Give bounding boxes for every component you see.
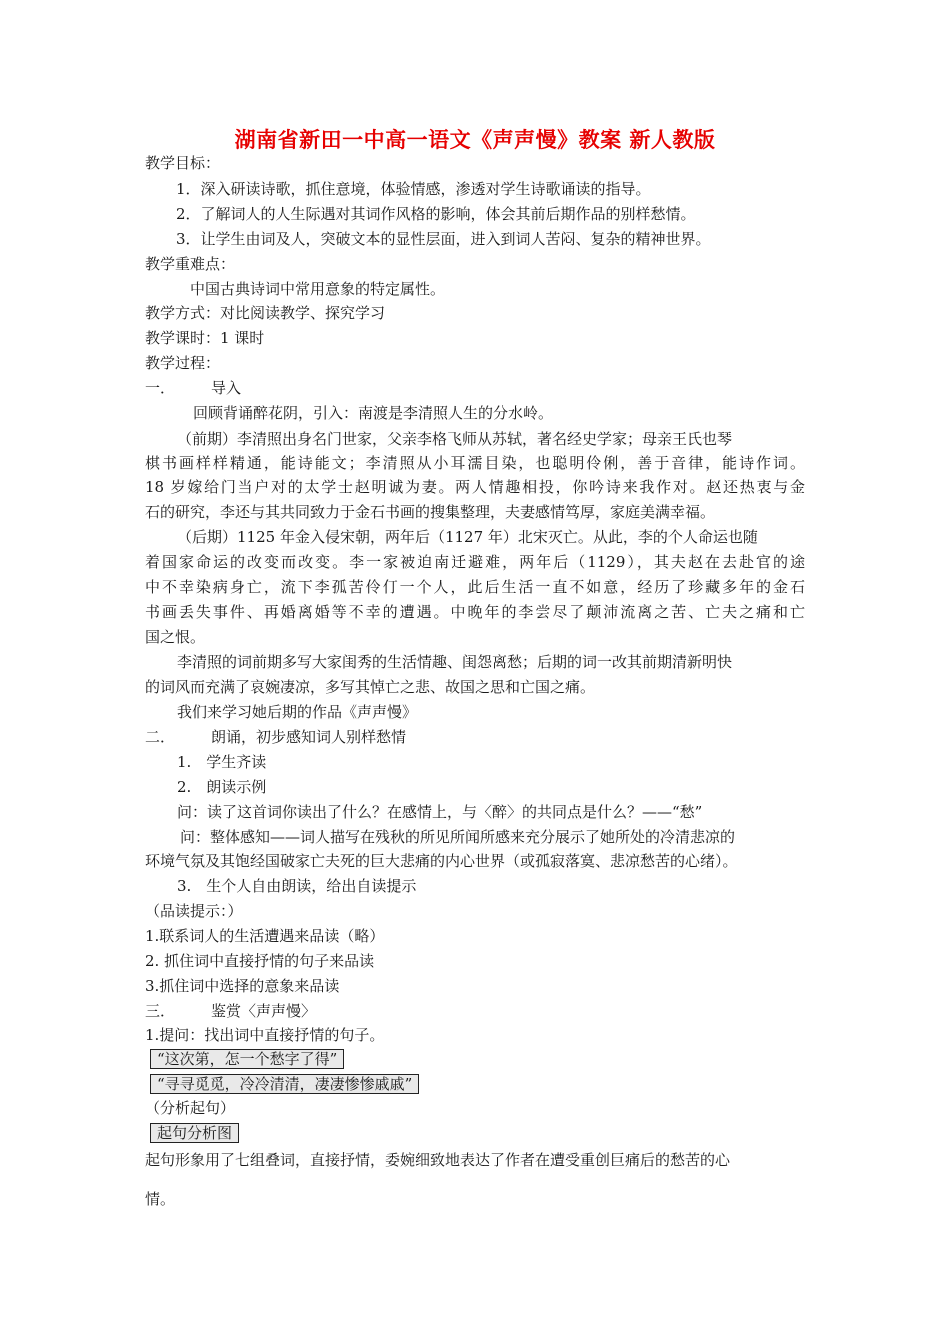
goals-label: 教学目标： <box>145 154 221 172</box>
section-2-item-3: 3. 生个人自由朗读，给出自读提示 <box>177 877 417 895</box>
section-1-title: 导入 <box>211 379 242 397</box>
teaching-method: 教学方式：对比阅读教学、探究学习 <box>145 304 386 322</box>
tip-3: 3.抓住词中选择的意象来品读 <box>145 977 340 995</box>
question-2-line-2: 环境气氛及其饱经国破家亡夫死的巨大悲痛的内心世界（或孤寂落寞、悲凉愁苦的心绪）。 <box>145 852 738 870</box>
quote-1: “这次第，怎一个愁字了得” <box>150 1049 344 1069</box>
teaching-hours: 教学课时：1 课时 <box>145 329 265 347</box>
difficulty-text: 中国古典诗词中常用意象的特定属性。 <box>190 280 446 298</box>
tip-2: 2. 抓住词中直接抒情的句子来品读 <box>145 952 375 970</box>
early-line-4: 石的研究，李还与其共同致力于金石书画的搜集整理，夫妻感情笃厚，家庭美满幸福。 <box>145 503 716 521</box>
section-3-heading <box>145 1001 316 1021</box>
goal-1: 1．深入研读诗歌，抓住意境，体验情感，渗透对学生诗歌诵读的指导。 <box>176 180 651 198</box>
diagram-box <box>150 1123 239 1143</box>
diagram-label: 起句分析图 <box>150 1123 239 1143</box>
style-line-2: 的词风而充满了哀婉凄凉，多写其悼亡之悲、故国之思和亡国之痛。 <box>145 678 596 696</box>
style-line-1: 李清照的词前期多写大家闺秀的生活情趣、闺怨离愁；后期的词一改其前期清新明快 <box>177 653 733 671</box>
late-line-3: 中不幸染病身亡，流下李孤苦伶仃一个人，此后生活一直不如意，经历了珍藏多年的金石 <box>145 578 805 596</box>
question-1: 问：读了这首词你读出了什么？在感情上，与〈醉〉的共同点是什么？——“愁” <box>177 803 703 821</box>
early-line-1: （前期）李清照出身名门世家，父亲李格飞师从苏轼，著名经史学家；母亲王氏也琴 <box>177 430 733 448</box>
goal-3: 3．让学生由词及人，突破文本的显性层面，进入到词人苦闷、复杂的精神世界。 <box>176 230 711 248</box>
early-line-2: 棋书画样样精通，能诗能文；李清照从小耳濡目染，也聪明伶俐，善于音律，能诗作词。 <box>145 454 805 472</box>
late-line-2: 着国家命运的改变而改变。李一家被迫南迁避难，两年后（1129），其夫赵在去赴官的途 <box>145 553 805 571</box>
quote-box-2 <box>150 1074 419 1094</box>
early-line-3: 18 岁嫁给门当户对的太学士赵明诚为妻。两人情趣相投，你吟诗来我作对。赵还热衷与金 <box>145 478 805 496</box>
section-1-intro: 回顾背诵醉花阴，引入：南渡是李清照人生的分水岭。 <box>193 404 554 422</box>
goal-2: 2．了解词人的人生际遇对其词作风格的影响，体会其前后期作品的别样愁情。 <box>176 205 696 223</box>
conclusion-line-2: 情。 <box>145 1190 176 1208</box>
section-2-title: 朗诵，初步感知词人别样愁情 <box>211 728 407 746</box>
learn-line: 我们来学习她后期的作品《声声慢》 <box>177 703 418 721</box>
analysis-label: （分析起句） <box>145 1099 236 1117</box>
section-1-number: 一． <box>145 379 176 397</box>
quote-2: “寻寻觅觅，冷冷清清，凄凄惨惨戚戚” <box>150 1074 419 1094</box>
question-2-line-1: 问：整体感知——词人描写在残秋的所见所闻所感来充分展示了她所处的冷清悲凉的 <box>180 828 736 846</box>
section-2-item-1: 1. 学生齐读 <box>177 753 267 771</box>
section-3-title: 鉴赏〈声声慢〉 <box>211 1002 317 1020</box>
difficulty-label: 教学重难点： <box>145 255 236 273</box>
section-2-number: 二． <box>145 728 176 746</box>
process-label: 教学过程： <box>145 354 221 372</box>
late-line-1: （后期）1125 年金入侵宋朝，两年后（1127 年）北宋灭亡。从此，李的个人命运也随 <box>177 528 758 546</box>
section-1-heading <box>145 378 241 398</box>
tip-1: 1.联系词人的生活遭遇来品读（略） <box>145 927 385 945</box>
conclusion-line-1: 起句形象用了七组叠词，直接抒情，委婉细致地表达了作者在遭受重创巨痛后的愁苦的心 <box>145 1151 731 1169</box>
section-2-item-2: 2. 朗读示例 <box>177 778 267 796</box>
section-3-number: 三． <box>145 1002 176 1020</box>
section-3-ask: 1.提问：找出词中直接抒情的句子。 <box>145 1026 385 1044</box>
document-title: 湖南省新田一中高一语文《声声慢》教案 新人教版 <box>234 128 716 152</box>
quote-box-1 <box>150 1049 344 1069</box>
late-line-5: 国之恨。 <box>145 628 206 646</box>
tips-label: （品读提示：） <box>145 902 243 920</box>
late-line-4: 书画丢失事件、再婚离婚等不幸的遭遇。中晚年的李尝尽了颠沛流离之苦、亡夫之痛和亡 <box>145 603 805 621</box>
section-2-heading <box>145 727 406 747</box>
